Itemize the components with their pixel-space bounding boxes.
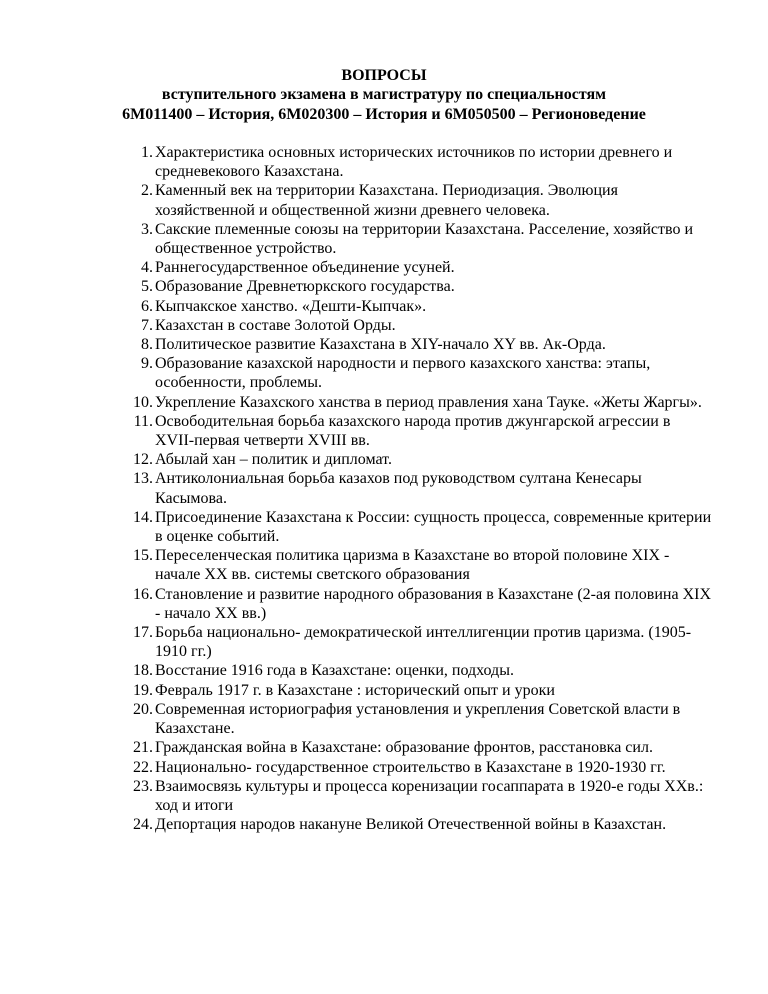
list-item — [112, 738, 712, 757]
questions-list — [112, 143, 712, 834]
item-text: Сакские племенные союзы на территории Казахстана. Расселение, хозяйство и общественное устройство. — [155, 220, 694, 258]
list-item — [112, 681, 712, 700]
list-item — [112, 450, 712, 469]
item-text: Переселенческая политика царизма в Казахстане во второй половине XIX - начале XX вв. системы светского образования — [155, 547, 670, 584]
document-subtitle: вступительного экзамена в магистратуру по специальностям — [161, 86, 607, 103]
list-item — [112, 277, 712, 296]
list-item — [112, 335, 712, 354]
item-text: Образование Древнетюркского государства. — [155, 278, 455, 296]
item-text: Образование казахской народности и первого казахского ханства: этапы, особенности, проблемы. — [155, 355, 651, 392]
item-number: 11. — [133, 412, 153, 430]
item-number: 17. — [133, 624, 153, 642]
list-item — [112, 661, 712, 680]
item-number: 18. — [133, 662, 153, 680]
list-item — [112, 546, 712, 584]
item-number: 4. — [141, 259, 153, 277]
item-number: 3. — [141, 220, 153, 238]
item-text: Восстание 1916 года в Казахстане: оценки, подходы. — [155, 662, 514, 680]
list-item — [112, 143, 712, 181]
item-text: Каменный век на территории Казахстана. Периодизация. Эволюция хозяйственной и общественной жизни древнего человека. — [155, 182, 618, 219]
item-number: 23. — [133, 777, 153, 795]
item-number: 13. — [133, 470, 153, 488]
list-item — [112, 297, 712, 316]
item-number: 5. — [141, 278, 153, 296]
list-item — [112, 354, 712, 392]
item-text: Февраль 1917 г. в Казахстане : исторический опыт и уроки — [155, 681, 555, 699]
item-number: 20. — [133, 700, 153, 718]
item-number: 15. — [133, 547, 153, 565]
item-text: Присоединение Казахстана к России: сущность процесса, современные критерии в оценке событий. — [155, 508, 712, 546]
item-text: Характеристика основных исторических источников по истории древнего и средневекового Казахстана. — [155, 144, 673, 181]
item-text: Кыпчакское ханство. «Дешти-Кыпчак». — [155, 297, 427, 315]
item-text: Депортация народов накануне Великой Отечественной войны в Казахстан. — [155, 816, 667, 834]
item-text: Казахстан в составе Золотой Орды. — [155, 316, 396, 334]
list-item — [112, 316, 712, 335]
item-number: 9. — [141, 355, 153, 373]
item-number: 21. — [133, 739, 153, 757]
list-item — [112, 258, 712, 277]
item-text: Современная историография установления и укрепления Советской власти в Казахстане. — [155, 700, 681, 738]
item-number: 22. — [133, 758, 153, 776]
item-text: Укрепление Казахского ханства в период правления хана Тауке. «Жеты Жаргы». — [155, 393, 702, 411]
item-number: 12. — [133, 451, 153, 469]
document-title: ВОПРОСЫ — [341, 67, 427, 84]
item-text: Антиколониальная борьба казахов под руководством султана Кенесары Касымова. — [155, 470, 642, 507]
list-item — [112, 220, 712, 258]
item-text: Взаимосвязь культуры и процесса коренизации госаппарата в 1920-е годы XXв.: ход и итоги — [155, 777, 704, 814]
list-item — [112, 469, 712, 507]
document-specialties: 6M011400 – История, 6M020300 – История и 6M050500 – Регионоведение — [122, 106, 646, 123]
item-text: Борьба национально- демократической интеллигенции против царизма. (1905-1910 гг.) — [155, 624, 692, 661]
list-item — [112, 508, 712, 546]
list-item — [112, 815, 712, 834]
list-item — [112, 623, 712, 661]
item-text: Раннегосударственное объединение усуней. — [155, 259, 455, 277]
item-text: Абылай хан – политик и дипломат. — [155, 451, 392, 469]
item-number: 1. — [141, 144, 153, 161]
item-number: 19. — [133, 681, 153, 699]
item-number: 24. — [133, 816, 153, 834]
item-number: 2. — [141, 182, 153, 200]
list-item — [112, 758, 712, 777]
item-number: 6. — [141, 297, 153, 315]
item-number: 8. — [141, 336, 153, 354]
item-number: 10. — [133, 393, 153, 411]
item-text: Становление и развитие народного образования в Казахстане (2-ая половина XIX - начало XX вв.) — [155, 585, 711, 622]
item-number: 7. — [141, 316, 153, 334]
item-text: Политическое развитие Казахстана в XIY-начало XY вв. Ак-Орда. — [155, 336, 606, 354]
item-text: Гражданская война в Казахстане: образование фронтов, расстановка сил. — [155, 739, 653, 757]
item-text: Освободительная борьба казахского народа против джунгарской агрессии в XVII-первая четверти XVIII вв. — [155, 412, 671, 450]
list-item — [112, 700, 712, 738]
list-item — [112, 585, 712, 623]
item-text: Национально- государственное строительство в Казахстане в 1920-1930 гг. — [155, 758, 666, 776]
list-item — [112, 412, 712, 450]
list-item — [112, 393, 712, 412]
list-item — [112, 777, 712, 815]
item-number: 14. — [133, 508, 153, 526]
list-item — [112, 181, 712, 219]
item-number: 16. — [133, 585, 153, 603]
